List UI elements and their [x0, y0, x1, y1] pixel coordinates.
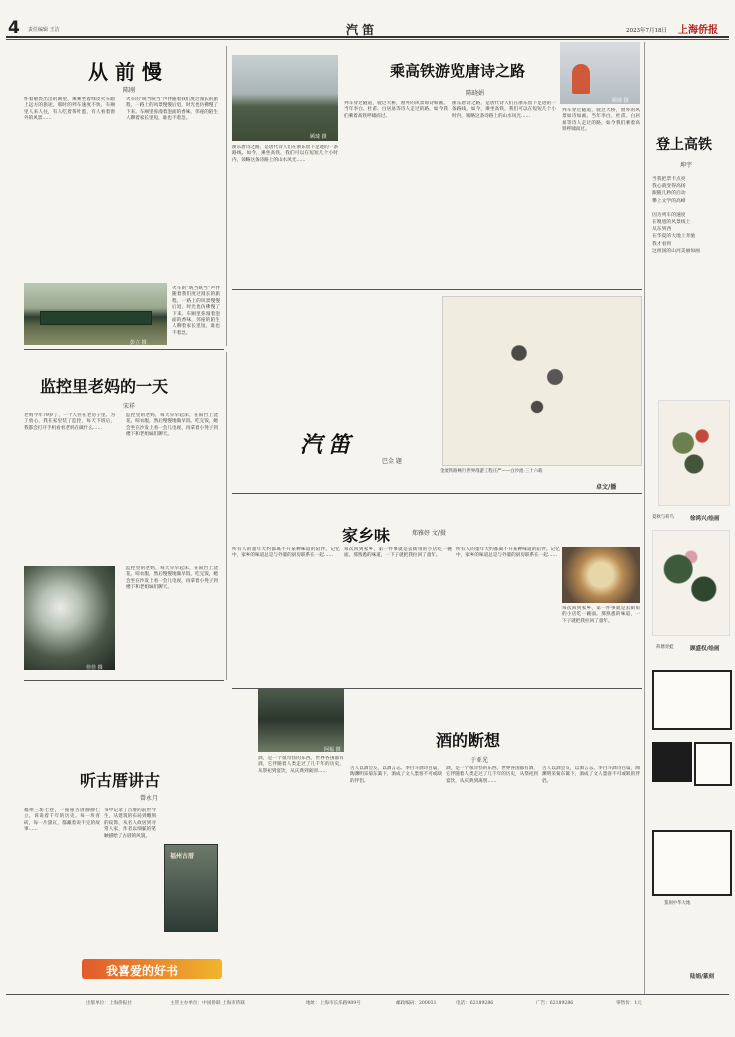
poem-line: 我才看到 [652, 241, 672, 247]
article-title-gao-tie: 乘高铁游览唐诗之路 [390, 62, 526, 80]
article-body: 监控里的老妈，每天早早起床，在阳台上浇花、晾衣服，然后慢慢地做早饭。吃完饭，她会坐在沙发上看一会儿电视，再拿着小凳子到楼下和老姐妹们聊天。 [126, 413, 218, 438]
section-divider [232, 493, 642, 494]
photo-caption: 阿福 摄 [324, 747, 341, 753]
painting-caption: 夏秋与荷鸟 [652, 515, 674, 520]
seal-carving-1 [652, 670, 732, 730]
painting-leaves [667, 415, 721, 485]
article-title-jia-xiang-wei: 家乡味 [342, 526, 391, 545]
landscape-photo [232, 55, 338, 141]
poem-title: 登上高铁 [656, 137, 712, 153]
section-divider [24, 349, 224, 350]
article-author: 宋祥 [123, 403, 136, 410]
article-author: 曾永月 [140, 795, 159, 802]
page-number: 4 [8, 18, 20, 38]
calligraphy-caption: 金流铁路畅行世界漫游工程庄严——白沙流·三十六载 [440, 469, 543, 474]
old-house-photo [258, 688, 344, 752]
frog-painting [652, 530, 730, 636]
poem-line: 从东到西 [652, 227, 672, 233]
seal-carving-3 [694, 742, 732, 786]
poem-body [652, 176, 728, 356]
poem-line: 在华夏的大地上奔驰 [652, 234, 696, 240]
footer-publisher: 出版单位：上海侨报社 [86, 1001, 132, 1006]
food-photo [562, 547, 640, 603]
favorite-book-banner [82, 959, 222, 979]
section-divider [232, 289, 642, 290]
seal-carving-4 [652, 830, 732, 896]
section-divider [24, 680, 224, 681]
article-body: 火车的“咣当咣当”声伴随着我们度过漫长的旅程，一路上的风景慢慢后退，时光也仿佛慢了下来。车厢里弥漫着泡面的香味，邻座的陌生人聊着家长里短，谁也不着急。 [126, 97, 218, 122]
article-body: 浙东唐诗之路，是唐代诗人们在浙东留下足迹的一条路线。如今，乘坐高铁，我们可以在短短几个小时内，领略这条诗路上的山水风光…… [452, 101, 556, 119]
article-body: 酒，是一个很奇怪的东西。世界各国都有酒，它伴随着人类走过了几千年的历史，从祭祀到宴饮，从庆典到离别…… [446, 766, 538, 784]
poem-line: 我心就变得高扬 [652, 184, 686, 190]
masthead [6, 18, 729, 38]
painting-author: 顾盛权/绘画 [690, 646, 720, 652]
calligraphy-author: 卓文/播 [596, 484, 617, 491]
poem-line: 在嗅旭的风景线上 [652, 220, 691, 226]
poem-author: 坤宇 [680, 162, 693, 169]
footer-price: 零售价：1元 [616, 1001, 642, 1006]
article-author: 郑雅妤 文/摄 [412, 530, 446, 537]
flower-photo [24, 566, 115, 670]
footer-sponsor: 主管主办单位：中国侨联 上海市侨联 [170, 1001, 245, 1006]
article-body: 每次回到家乡，第一件事就是去街角的小店吃一碗面。那熟悉的味道，一下子就把我拉回了童年。 [562, 606, 640, 624]
paper-name: 上海侨报 [678, 25, 718, 36]
train-shape [40, 311, 152, 325]
header-divider [6, 39, 729, 40]
article-title-cong-qian-man: 从 前 慢 [88, 60, 162, 84]
seal-caption: 篆刻中华大地 [664, 901, 691, 906]
footer-divider [6, 994, 729, 995]
article-title-jian-kong: 监控里老妈的一天 [40, 377, 169, 396]
article-author: 陈晓娟 [466, 90, 485, 97]
footer-address: 地址：上海市长乐路989号 [306, 1001, 361, 1006]
footer [6, 998, 729, 1014]
article-body: 怀着敬畏出出的期望，乘乘坐着绿皮火车踏上远方的旅途。那时的列车速度不快，车厢里人来人往，有人吃着茶叶蛋，有人看着窗外的风景…… [24, 97, 115, 122]
article-body: 酒，是一个很奇怪的东西。世界各国都有酒，它伴随着人类走过了几千年的历史，从祭祀到宴饮，从庆典到离别…… [258, 756, 344, 774]
painting-author: 徐鸿兴/绘画 [690, 516, 720, 522]
child-figure [572, 64, 590, 94]
article-body: 浙东唐诗之路，是唐代诗人们在浙东留下足迹的一条路线。如今，乘坐高铁，我们可以在短短几个小时内，领略这条诗路上的山水风光…… [232, 145, 338, 163]
train-photo [24, 283, 167, 345]
article-author: 陈刚 [123, 87, 136, 94]
article-body: 所有人的童年大约都离不开某种味道的陪伴。记忆中，家乡的味道总是与外婆的厨房联系在一起…… [232, 547, 340, 559]
article-body: 火车的“咣当咣当”声伴随着我们度过漫长的旅程，一路上的风景慢慢后退，时光也仿佛慢了下来。车厢里弥漫着泡面的香味，邻座的陌生人聊着家长里短，谁也不着急。 [172, 286, 220, 336]
poem-line: 当我把票卡点亮 [652, 177, 686, 182]
seal-author: 陆娟/篆刻 [690, 974, 715, 980]
qi-di-credit: 巴金 题 [382, 458, 402, 465]
child-train-photo [560, 42, 640, 104]
article-body: 每次回到家乡，第一件事就是去街角的小店吃一碗面。那熟悉的味道，一下子就把我拉回了童年。 [344, 547, 452, 559]
article-body: 老妈今年79岁了，一个人住在老房子里。为了放心，我在家里装了监控，每天下班后，我都会打开手机看看老妈在做什么…… [24, 413, 115, 431]
article-title-jiu-duan-xiang: 酒的断想 [436, 731, 501, 750]
article-body: 书中记录了古厝的前世今生，从建筑的布局到雕刻的纹饰，从名人故居到寻常人家，作者以细腻的笔触描绘了古厝的风貌。 [104, 808, 156, 839]
poem-line: 攀上文学的高峰 [652, 198, 686, 204]
calligraphy-artwork [442, 296, 642, 466]
photo-caption: 佳佳 摄 [86, 665, 103, 671]
poem-line: 跟随几秒的启动 [652, 191, 686, 197]
banner-label: 我喜爱的好书 [106, 964, 179, 978]
article-author: 于亚光 [470, 757, 489, 764]
painting-lotus [659, 541, 723, 621]
article-body: 列车穿过隧道，驶过大桥，窗外的风景如诗如画。当年李白、杜甫、白居易等诗人走过的路，如今我们乘着高铁呼啸而过。 [344, 101, 448, 119]
column-divider [226, 352, 227, 680]
editor-credit: 责任编辑 王洁 [28, 27, 60, 33]
footer-ad-tel: 广告：62189286 [536, 1001, 574, 1006]
section-title: 汽 笛 [346, 23, 375, 37]
book-title: 福州古厝 [170, 853, 195, 860]
bird-painting [658, 400, 730, 506]
poem-line: 因为列车的速度 [652, 212, 686, 218]
issue-date: 2023年7月18日 [626, 28, 667, 34]
footer-postcode: 邮政编码：200031 [396, 1001, 437, 1006]
footer-tel: 电话：62189286 [456, 1001, 494, 1006]
poem-line: 这祖国的山河美丽如画 [652, 248, 700, 254]
article-body: 古人以酒会友，以酒言志。李白斗酒诗百篇，陶渊明采菊东篱下，酒成了文人墨客不可或缺的伴侣。 [542, 766, 640, 784]
article-body: 列车穿过隧道，驶过大桥，窗外的风景如诗如画。当年李白、杜甫、白居易等诗人走过的路，如今我们乘着高铁呼啸而过。 [562, 108, 640, 133]
column-divider [226, 46, 227, 346]
article-body: 所有人的童年大约都离不开某种味道的陪伴。记忆中，家乡的味道总是与外婆的厨房联系在一起…… [456, 547, 560, 559]
column-divider [644, 42, 645, 994]
article-body: 福州三坊七巷，一座座古厝静静伫立，诉说着千年的历史。每一块青砖，每一片黛瓦，都藏着说不完的故事…… [24, 808, 100, 833]
painting-caption: 荷塘青蛙 [656, 645, 674, 650]
book-cover [164, 844, 218, 932]
poem-line [652, 205, 728, 212]
photo-caption: 彭立 摄 [130, 340, 147, 346]
article-title-ting-gu-ju: 听古厝讲古 [80, 771, 161, 790]
article-body: 监控里的老妈，每天早早起床，在阳台上浇花、晾衣服，然后慢慢地做早饭。吃完饭，她会坐在沙发上看一会儿电视，再拿着小凳子到楼下和老姐妹们聊天。 [126, 566, 218, 591]
calligraphy-strokes [483, 317, 603, 437]
section-divider [232, 688, 642, 689]
photo-caption: 顾琦 摄 [612, 98, 629, 104]
seal-carving-2 [652, 742, 692, 782]
qi-di-title-art: 汽笛 [300, 432, 357, 458]
article-body: 古人以酒会友，以酒言志。李白斗酒诗百篇，陶渊明采菊东篱下，酒成了文人墨客不可或缺的伴侣。 [350, 766, 442, 784]
photo-caption: 顾琦 摄 [310, 134, 327, 140]
